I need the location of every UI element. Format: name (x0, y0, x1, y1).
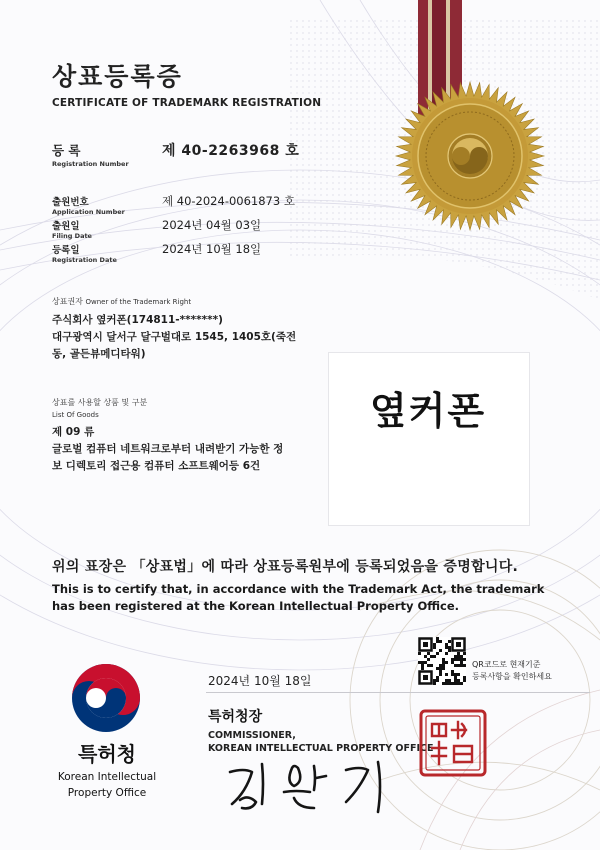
filing-date: 2024년 04월 03일 (162, 218, 262, 232)
owner-address-line-1: 대구광역시 달서구 달구벌대로 1545, 1405호(죽전 (52, 331, 297, 343)
owner-label (52, 296, 191, 307)
qr-caption-line-2: 등록사항을 확인하세요 (472, 672, 552, 681)
goods-label-english: List Of Goods (52, 411, 99, 419)
gold-seal-icon (390, 76, 550, 236)
certificate-title-english: CERTIFICATE OF TRADEMARK REGISTRATION (52, 97, 322, 109)
registration-number: 제 40-2263968 호 (162, 143, 300, 159)
registration-label: 등 록 (52, 143, 81, 158)
registration-date: 2024년 10월 18일 (162, 242, 262, 256)
certification-statement-english-line-1: This is to certify that, in accordance with the Trademark Act, the trademark (52, 582, 545, 596)
qr-code[interactable] (418, 637, 466, 685)
commissioner-title: 특허청장 (208, 709, 263, 725)
registration-date-label: 등록일 (52, 245, 80, 256)
owner-label-korean: 상표권자 (52, 297, 83, 306)
filing-label-english: Filing Date (52, 232, 92, 240)
divider-line (206, 692, 590, 693)
official-red-stamp-icon (418, 708, 488, 778)
certification-statement-english-line-2: has been registered at the Korean Intellectual Property Office. (52, 599, 460, 613)
qr-caption-line-1: QR코드로 현재기준 (472, 660, 541, 669)
certificate-title: 상표등록증 (52, 62, 183, 91)
commissioner-title-english-line-1: COMMISSIONER, (208, 730, 296, 741)
goods-label: 상표를 사용할 상품 및 구분 (52, 398, 148, 407)
filing-label: 출원일 (52, 221, 80, 232)
kipo-taegeuk-logo-icon (70, 662, 142, 734)
goods-description-line-1: 글로벌 컴퓨터 네트워크로부터 내려받기 가능한 정 (52, 443, 284, 455)
trademark-box (328, 352, 530, 526)
office-name-english-line-1: Korean Intellectual (57, 771, 157, 783)
issue-date: 2024년 10월 18일 (208, 674, 312, 688)
application-label: 출원번호 (52, 197, 89, 208)
application-number: 제 40-2024-0061873 호 (162, 194, 295, 208)
office-name-english-line-2: Property Office (67, 787, 147, 799)
registration-label-english: Registration Number (52, 160, 129, 168)
owner-name: 주식회사 옆커폰(174811-*******) (52, 314, 223, 326)
goods-description-line-2: 보 디렉토리 접근용 컴퓨터 소프트웨어등 6건 (52, 460, 261, 472)
owner-address-line-2: 동, 골든뷰메디타워) (52, 348, 146, 360)
certification-statement-korean: 위의 표장은 「상표법」에 따라 상표등록원부에 등록되었음을 증명합니다. (52, 559, 519, 575)
application-label-english: Application Number (52, 208, 125, 216)
office-name-korean: 특허청 (78, 742, 136, 766)
owner-label-english: Owner of the Trademark Right (85, 298, 192, 306)
goods-class: 제 09 류 (52, 426, 95, 438)
commissioner-title-english-line-2: KOREAN INTELLECTUAL PROPERTY OFFICE (208, 743, 434, 754)
commissioner-signature (222, 758, 392, 814)
trademark-text: 옆커폰 (369, 389, 487, 433)
registration-date-label-english: Registration Date (52, 256, 117, 264)
